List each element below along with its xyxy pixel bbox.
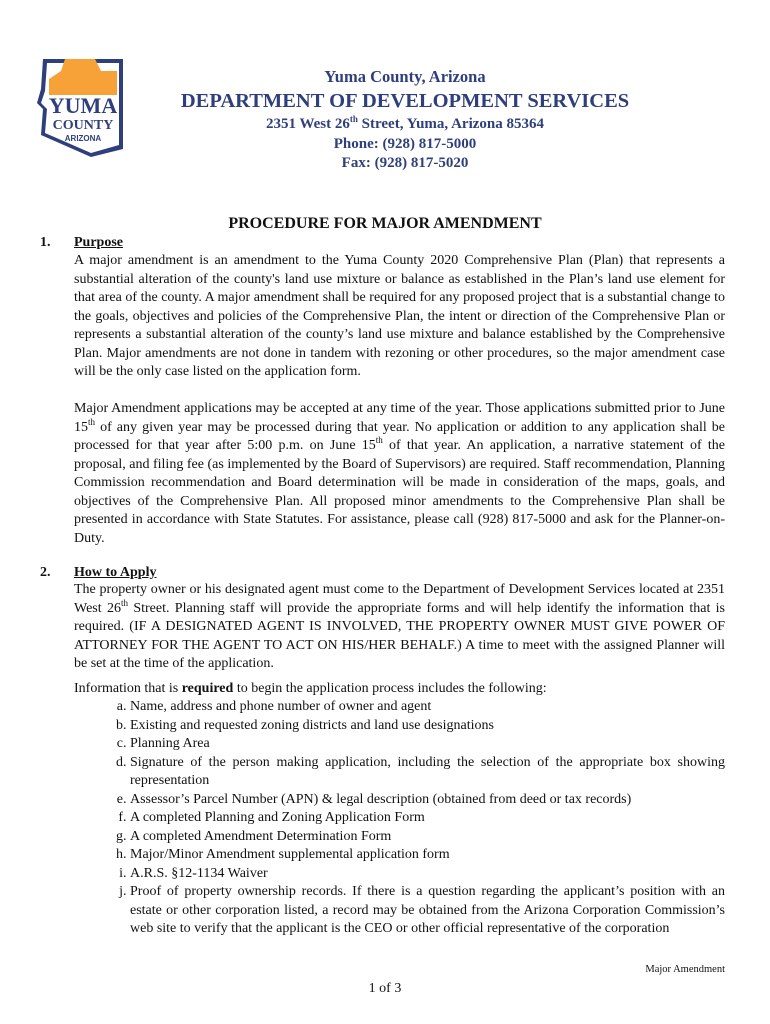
list-item: c. Planning Area <box>130 735 725 754</box>
header-phone: Phone: (928) 817-5000 <box>333 136 477 152</box>
required-info-list <box>74 698 725 939</box>
header-fax: Fax: (928) 817-5020 <box>341 155 469 171</box>
list-item: b. Existing and requested zoning districts and land use designations <box>130 717 725 736</box>
page-number: 1 of 3 <box>368 981 402 996</box>
list-item: f. A completed Planning and Zoning Application Form <box>130 809 725 828</box>
list-item: g. A completed Amendment Determination Form <box>130 828 725 847</box>
section-2-info-intro: Information that is required to begin the application process includes the following: <box>74 681 547 696</box>
section-1-paragraph-2: Major Amendment applications may be accepted at any time of the year. Those applications submitted prior to June 15th of any given year may be processed during that year. No application or addition to any application shall be processed for that year after 5:00 p.m. on June 15th of that year. An application, a narrative statement of the proposal, and filing fee (as implemented by the Board of Supervisors) are required. Staff recommendation, Planning Commission recommendation and Board determination will be made in consideration of the maps, goals, and objectives of the Comprehensive Plan. All proposed minor amendments to the Comprehensive Plan shall be presented in accordance with State Statutes. For assistance, please call (928) 817-5000 and ask for the Planner-on-Duty. <box>74 401 725 546</box>
section-2-heading: How to Apply <box>74 565 157 580</box>
header-department: DEPARTMENT OF DEVELOPMENT SERVICES <box>180 90 630 112</box>
logo-text-county: COUNTY <box>52 118 114 133</box>
list-item: a. Name, address and phone number of owner and agent <box>130 698 725 717</box>
header-county: Yuma County, Arizona <box>324 67 486 86</box>
yuma-county-logo <box>35 49 135 161</box>
list-item: h. Major/Minor Amendment supplemental application form <box>130 846 725 865</box>
footer-label: Major Amendment <box>645 964 725 975</box>
section-2-number: 2. <box>40 565 51 580</box>
list-item: i. A.R.S. §12-1134 Waiver <box>130 865 725 884</box>
page-title: PROCEDURE FOR MAJOR AMENDMENT <box>228 215 542 232</box>
list-item: j. Proof of property ownership records. If there is a question regarding the applicant’s position with an estate or other corporation listed, a record may be obtained from the Arizona Corporation Commission’s web site to verify that the applicant is the CEO or other official representative of the corporation <box>130 883 725 939</box>
section-2-paragraph-1: The property owner or his designated agent must come to the Department of Development Services located at 2351 West 26th Street. Planning staff will provide the appropriate forms and will help identify the information that is required. (IF A DESIGNATED AGENT IS INVOLVED, THE PROPERTY OWNER MUST GIVE POWER OF ATTORNEY FOR THE AGENT TO ACT ON HIS/HER BEHALF.) A time to meet with the assigned Planner will be set at the time of the application. <box>74 582 725 671</box>
logo-text-yuma: YUMA <box>48 93 118 118</box>
list-item: e. Assessor’s Parcel Number (APN) & legal description (obtained from deed or tax records) <box>130 791 725 810</box>
list-item: d. Signature of the person making application, including the selection of the appropriate box showing representation <box>130 754 725 791</box>
header-address: 2351 West 26th Street, Yuma, Arizona 85364 <box>265 114 545 132</box>
section-1-number: 1. <box>40 235 51 250</box>
section-1-paragraph-1: A major amendment is an amendment to the Yuma County 2020 Comprehensive Plan (Plan) that represents a substantial alteration of the county's land use mixture or balance as established in the Plan’s land use element for that area of the county. A major amendment shall be required for any proposed project that is a substantial change to the goals, objectives and policies of the Comprehensive Plan, the intent or direction of the Comprehensive Plan or represents a substantial alteration of the county’s land use mixture and balance established by the Comprehensive Plan. Major amendments are not done in tandem with rezoning or other procedures, so the major amendment case will be the only case listed on the application form. <box>74 253 725 379</box>
section-1-heading: Purpose <box>74 235 123 250</box>
logo-text-arizona: ARIZONA <box>64 134 102 143</box>
